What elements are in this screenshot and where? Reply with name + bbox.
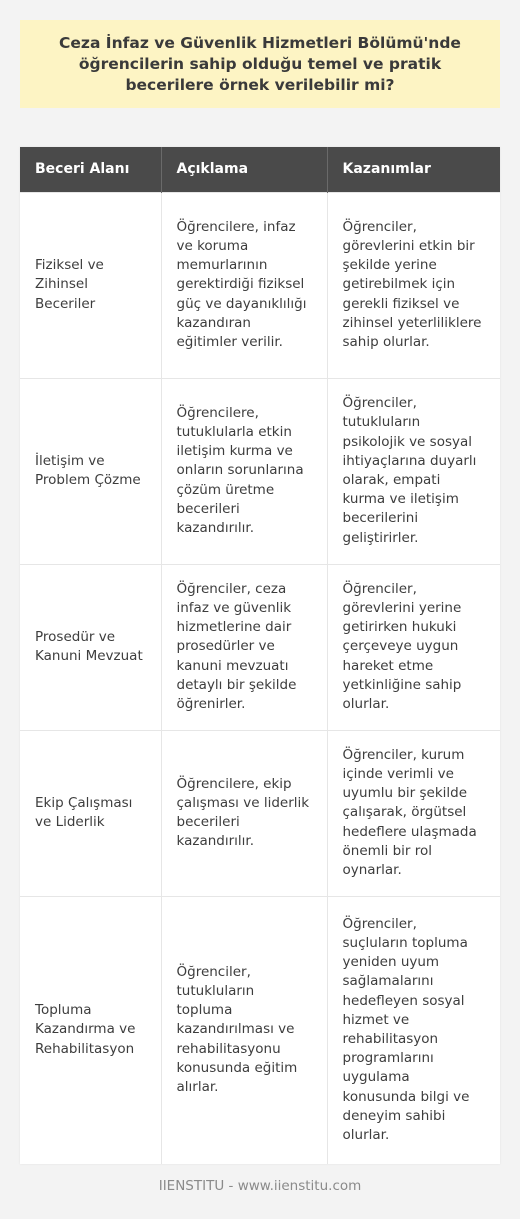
table-row (20, 378, 500, 564)
cell-outcome: Öğrenciler, görevlerini etkin bir şekilde yerine getirebilmek için gerekli fiziksel ve zihinsel yeterliliklere sahip olurlar. (327, 192, 500, 378)
table-row (20, 564, 500, 730)
cell-area: Topluma Kazandırma ve Rehabilitasyon (20, 896, 161, 1164)
cell-description: Öğrenciler, ceza infaz ve güvenlik hizmetlerine dair prosedürler ve kanuni mevzuatı detaylı bir şekilde öğrenirler. (161, 564, 327, 730)
header-description: Açıklama (161, 147, 327, 192)
title-banner (20, 20, 500, 108)
table-row (20, 896, 500, 1164)
footer-credit: IIENSTITU - www.iienstitu.com (158, 1178, 362, 1194)
header-area: Beceri Alanı (20, 147, 161, 192)
cell-description: Öğrencilere, ekip çalışması ve liderlik becerileri kazandırılır. (161, 730, 327, 896)
table-row (20, 192, 500, 378)
table-header-row (20, 147, 500, 192)
cell-outcome: Öğrenciler, kurum içinde verimli ve uyumlu bir şekilde çalışarak, örgütsel hedeflere ulaşmada önemli bir rol oynarlar. (327, 730, 500, 896)
table-row (20, 730, 500, 896)
cell-description: Öğrenciler, tutukluların topluma kazandırılması ve rehabilitasyonu konusunda eğitim alırlar. (161, 896, 327, 1164)
cell-description: Öğrencilere, infaz ve koruma memurlarının gerektirdiği fiziksel güç ve dayanıklılığı kazandıran eğitimler verilir. (161, 192, 327, 378)
cell-area: Ekip Çalışması ve Liderlik (20, 730, 161, 896)
header-outcome: Kazanımlar (327, 147, 500, 192)
cell-outcome: Öğrenciler, görevlerini yerine getirirken hukuki çerçeveye uygun hareket etme yetkinliğine sahip olurlar. (327, 564, 500, 730)
cell-area: Prosedür ve Kanuni Mevzuat (20, 564, 161, 730)
skills-table (20, 147, 500, 1164)
cell-area: Fiziksel ve Zihinsel Beceriler (20, 192, 161, 378)
cell-area: İletişim ve Problem Çözme (20, 378, 161, 564)
cell-outcome: Öğrenciler, suçluların topluma yeniden uyum sağlamalarını hedefleyen sosyal hizmet ve rehabilitasyon programlarını uygulama konusunda bilgi ve deneyim sahibi olurlar. (327, 896, 500, 1164)
cell-outcome: Öğrenciler, tutukluların psikolojik ve sosyal ihtiyaçlarına duyarlı olarak, empati kurma ve iletişim becerilerini geliştirirler. (327, 378, 500, 564)
page-title: Ceza İnfaz ve Güvenlik Hizmetleri Bölümü'nde öğrencilerin sahip olduğu temel ve pratik becerilere örnek verilebilir mi? (59, 33, 461, 94)
cell-description: Öğrencilere, tutuklularla etkin iletişim kurma ve onların sorunlarına çözüm üretme becerileri kazandırılır. (161, 378, 327, 564)
